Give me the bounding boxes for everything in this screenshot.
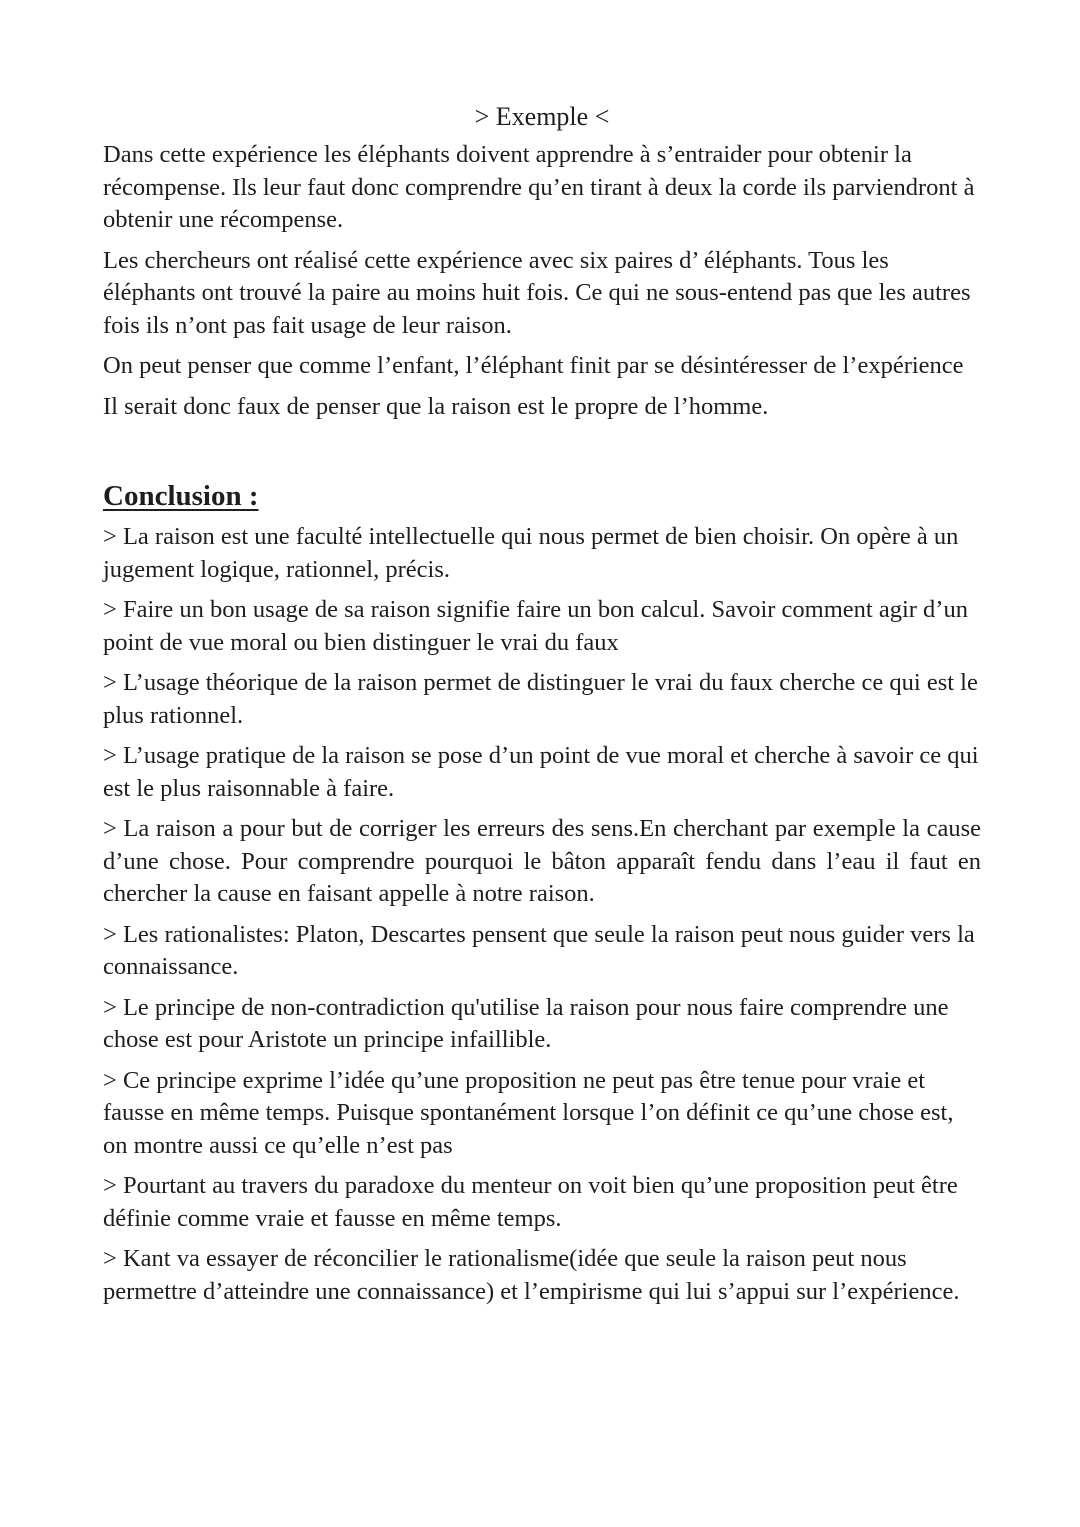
conclusion-point: > L’usage pratique de la raison se pose d’un point de vue moral et cherche à savoir ce qui est le plus raisonnable à faire. <box>103 742 979 802</box>
conclusion-point: > La raison est une faculté intellectuelle qui nous permet de bien choisir. On opère à un jugement logique, rationnel, précis. <box>103 523 959 583</box>
conclusion-point: > Ce principe exprime l’idée qu’une proposition ne peut pas être tenue pour vraie et fausse en même temps. Puisque spontanément lorsque l’on définit ce qu’une chose est, on montre aussi ce qu’elle n’est pas <box>103 1066 954 1159</box>
conclusion-section <box>103 521 981 1308</box>
conclusion-point: > Faire un bon usage de sa raison signifie faire un bon calcul. Savoir comment agir d’un point de vue moral ou bien distinguer le vrai du faux <box>103 596 968 656</box>
example-paragraph: Il serait donc faux de penser que la raison est le propre de l’homme. <box>103 392 769 420</box>
example-paragraph: Les chercheurs ont réalisé cette expérience avec six paires d’ éléphants. Tous les éléphants ont trouvé la paire au moins huit fois. Ce qui ne sous-entend pas que les autres fois ils n’ont pas fait usage de leur raison. <box>103 246 971 339</box>
example-title: > Exemple < <box>474 102 610 131</box>
conclusion-point: > La raison a pour but de corriger les erreurs des sens.En cherchant par exemple la cause d’une chose. Pour comprendre pourquoi le bâton apparaît fendu dans l’eau il faut en chercher la cause en faisant appelle à notre raison. <box>103 815 981 907</box>
conclusion-point: > Les rationalistes: Platon, Descartes pensent que seule la raison peut nous guider vers la connaissance. <box>103 920 975 980</box>
example-paragraph: Dans cette expérience les éléphants doivent apprendre à s’entraider pour obtenir la récompense. Ils leur faut donc comprendre qu’en tirant à deux la corde ils parviendront à obtenir une récompense. <box>103 141 975 233</box>
conclusion-heading: Conclusion : <box>103 480 259 512</box>
example-section <box>103 139 981 423</box>
section-spacer <box>103 431 981 477</box>
document-page <box>103 101 981 1316</box>
conclusion-point: > Pourtant au travers du paradoxe du menteur on voit bien qu’une proposition peut être définie comme vraie et fausse en même temps. <box>103 1172 958 1232</box>
conclusion-point: > L’usage théorique de la raison permet de distinguer le vrai du faux cherche ce qui est le plus rationnel. <box>103 669 978 729</box>
conclusion-point: > Le principe de non-contradiction qu'utilise la raison pour nous faire comprendre une chose est pour Aristote un principe infaillible. <box>103 993 949 1053</box>
conclusion-point: > Kant va essayer de réconcilier le rationalisme(idée que seule la raison peut nous permettre d’atteindre une connaissance) et l’empirisme qui lui s’appui sur l’expérience. <box>103 1245 960 1305</box>
example-paragraph: On peut penser que comme l’enfant, l’éléphant finit par se désintéresser de l’expérience <box>103 352 964 379</box>
